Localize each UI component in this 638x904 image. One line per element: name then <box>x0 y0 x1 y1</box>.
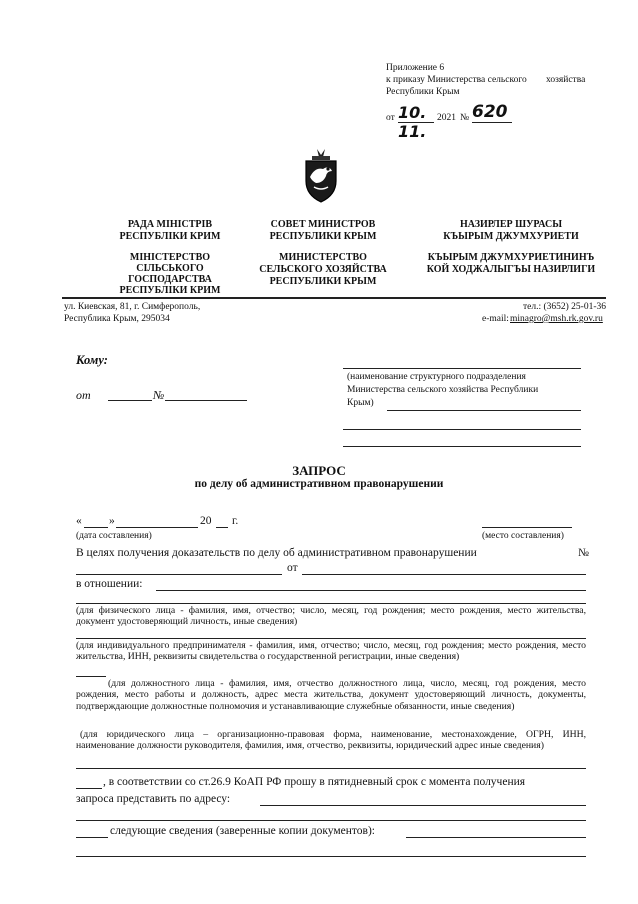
regarding-blank-3[interactable] <box>76 638 586 639</box>
document-subtitle: по делу об административном правонарушении <box>194 478 444 490</box>
following-blank-3[interactable] <box>76 856 586 857</box>
annex-line-2a: к приказу Министерства сельского <box>386 75 527 85</box>
following-blank-1[interactable] <box>76 837 108 838</box>
note-individual: (для физического лица - фамилия, имя, отчество; число, месяц, год рождения; место рождения, место жительства, документ удостоверяющий личность, иные сведения) <box>76 605 586 628</box>
date-month-blank[interactable] <box>116 527 198 528</box>
recipient-line-4[interactable] <box>343 446 581 447</box>
header-right-1: НАЗИРЛЕР ШУРАСЫ <box>459 219 563 230</box>
recipient-number-blank[interactable] <box>165 400 247 401</box>
header-left-4: СІЛЬСЬКОГО <box>136 263 204 274</box>
regarding-blank-5[interactable] <box>76 768 586 769</box>
request-blank-1[interactable] <box>76 788 102 789</box>
header-divider <box>62 297 606 299</box>
intro-number-sign: № <box>578 547 589 559</box>
date-caption: (дата составления) <box>76 531 152 541</box>
recipient-to-label: Кому: <box>76 353 108 367</box>
header-right-4: КОЙ ХОДЖАЛЫГЪЫ НАЗИРЛИГИ <box>426 264 596 275</box>
phone: тел.: (3652) 25-01-36 <box>522 302 606 312</box>
annex-date-prefix: от <box>386 113 395 123</box>
regarding-blank-2[interactable] <box>76 603 586 604</box>
annex-line-1: Приложение 6 <box>386 63 445 73</box>
header-right-2: КЪЫРЫМ ДЖУМХУРИЕТИ <box>443 231 579 242</box>
note-legal: (для юридического лица – организационно-правовая форма, наименование, местонахождение, ОГРН, ИНН, наименование должности руководителя, фамилия, имя, отчество, реквизиты, юридический адрес иные сведения) <box>76 729 586 752</box>
annex-line-2b: хозяйства <box>546 75 586 85</box>
intro-text: В целях получения доказательств по делу об административном правонарушении <box>76 547 477 559</box>
header-mid-2: РЕСПУБЛИКИ КРЫМ <box>269 231 377 242</box>
recipient-line-2[interactable] <box>387 410 581 411</box>
note-entrepreneur: (для индивидуального предпринимателя - фамилия, имя, отчество; число, месяц, год рождения; место рождения, место жительства, ИНН, реквизиты свидетельства о государственной регистрации, иные сведения) <box>76 640 586 663</box>
crimea-coat-of-arms-icon <box>301 147 341 205</box>
note-official: (для должностного лица - фамилия, имя, отчество должностного лица, число, месяц, год рождения, место рождения, место работы и должность, адрес места жительства, документ удостоверяющий личность, документы, подтверждающие должностные полномочия и устанавливающие служебные обязанности, иные сведения) <box>76 678 586 712</box>
header-mid-4: СЕЛЬСКОГО ХОЗЯЙСТВА <box>259 264 387 275</box>
address-line-1: ул. Киевская, 81, г. Симферополь, <box>64 302 201 312</box>
document-title: ЗАПРОС <box>292 463 346 478</box>
recipient-date-blank[interactable] <box>108 400 152 401</box>
annex-line-3: Республики Крым <box>386 87 460 97</box>
header-mid-3: МИНИСТЕРСТВО <box>279 252 367 263</box>
header-mid-1: СОВЕТ МИНИСТРОВ <box>270 219 376 230</box>
header-left-3: МІНІСТЕРСТВО <box>129 252 211 263</box>
recipient-from-label: от <box>76 388 91 402</box>
header-right-3: КЪЫРЫМ ДЖУМХУРИЕТИНИНЪ <box>427 252 595 263</box>
recipient-hint-3: Крым) <box>347 398 374 408</box>
address-blank-2[interactable] <box>76 820 586 821</box>
header-left-5: ГОСПОДАРСТВА <box>128 274 212 285</box>
recipient-hint-1: (наименование структурного подразделения <box>347 372 526 382</box>
annex-year: 2021 <box>437 113 456 123</box>
header-left-2: РЕСПУБЛІКИ КРИМ <box>119 231 221 242</box>
case-date-blank[interactable] <box>302 574 586 575</box>
regarding-blank-1[interactable] <box>156 590 586 591</box>
date-year-suffix: г. <box>232 515 239 527</box>
regarding-label: в отношении: <box>76 578 143 590</box>
address-line-2: Республика Крым, 295034 <box>64 314 170 324</box>
header-left-1: РАДА МІНІСТРІВ <box>127 219 213 230</box>
recipient-line-3[interactable] <box>343 429 581 430</box>
date-open-quote: « <box>76 515 82 527</box>
recipient-number-label: № <box>153 388 165 402</box>
place-caption: (место составления) <box>482 531 564 541</box>
address-blank-1[interactable] <box>260 805 586 806</box>
date-day-blank[interactable] <box>84 527 108 528</box>
regarding-blank-4[interactable] <box>76 676 106 677</box>
email-label: e-mail: <box>482 314 509 324</box>
date-year-prefix: 20 <box>200 515 212 527</box>
request-line-2: запроса представить по адресу: <box>76 793 231 805</box>
case-from-label: от <box>287 562 298 574</box>
date-close-quote: » <box>109 515 115 527</box>
recipient-hint-2: Министерства сельского хозяйства Республики <box>347 385 539 395</box>
annex-date-handwritten: 10. 11. <box>398 103 434 123</box>
request-line-1: , в соответствии со ст.26.9 КоАП РФ прошу в пятидневный срок с момента получения <box>103 776 526 788</box>
date-year-blank[interactable] <box>216 527 228 528</box>
header-left-6: РЕСПУБЛІКИ КРИМ <box>119 285 221 296</box>
place-blank[interactable] <box>482 527 572 528</box>
following-blank-2[interactable] <box>406 837 586 838</box>
annex-number-handwritten: 620 <box>472 102 512 123</box>
annex-number-sign: № <box>460 113 470 123</box>
header-mid-5: РЕСПУБЛИКИ КРЫМ <box>269 276 377 287</box>
case-number-blank[interactable] <box>76 574 282 575</box>
following-label: следующие сведения (заверенные копии документов): <box>110 825 375 837</box>
recipient-line-1[interactable] <box>343 368 581 369</box>
email-link[interactable]: minagro@msh.rk.gov.ru <box>510 314 603 324</box>
